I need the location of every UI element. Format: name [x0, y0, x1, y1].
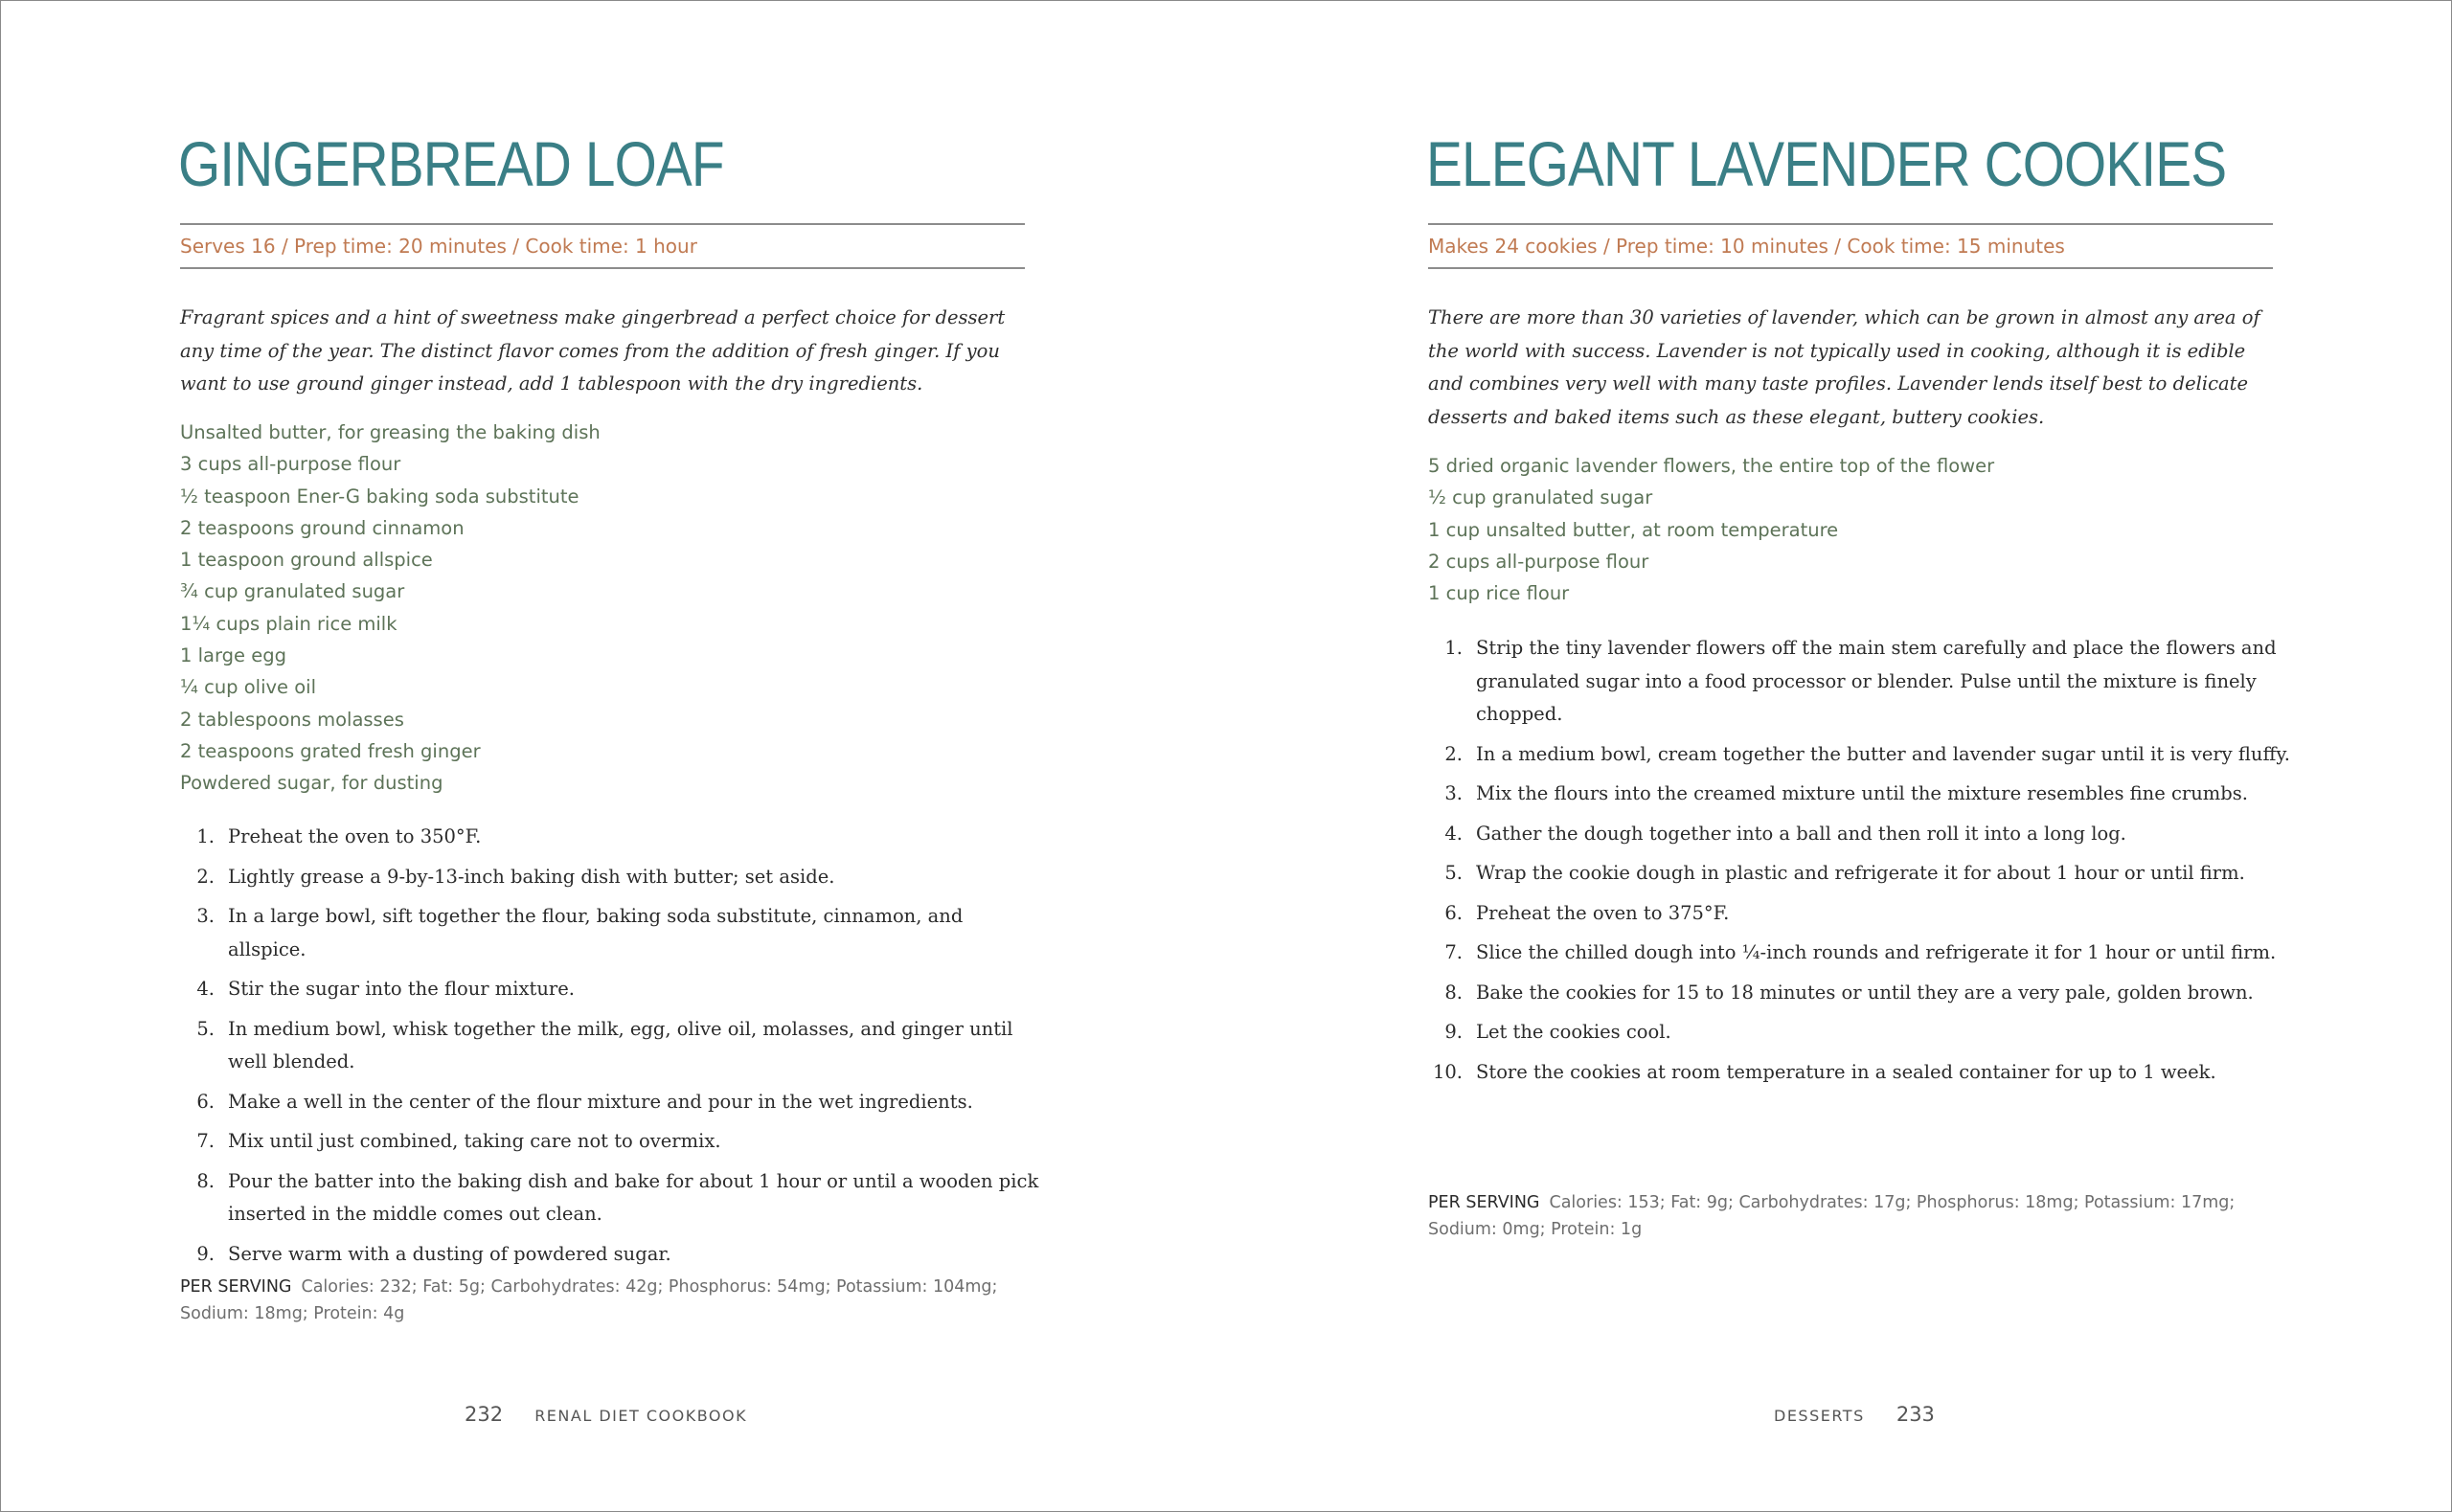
step-item	[1428, 778, 2290, 811]
step-item	[1428, 1056, 2290, 1090]
step-item	[1428, 738, 2290, 772]
ingredient-list	[1428, 450, 1994, 609]
step-text: Let the cookies cool.	[1476, 1021, 1671, 1043]
ingredient-item: 2 teaspoons ground cinnamon	[180, 516, 465, 539]
step-list	[180, 821, 1042, 1277]
step-number: 8.	[196, 1169, 215, 1192]
recipe-meta: Makes 24 cookies / Prep time: 10 minutes / Cook time: 15 minutes	[1428, 223, 2273, 269]
step-text: Slice the chilled dough into ¼-inch rounds and refrigerate it for 1 hour or until firm.	[1476, 941, 2277, 963]
step-number: 6.	[1444, 901, 1463, 924]
step-text: Gather the dough together into a ball and then roll it into a long log.	[1476, 822, 2126, 845]
step-text: Strip the tiny lavender flowers off the main stem carefully and place the flowers and granulated sugar into a food processor or blender. Pulse until the mixture is finely chopped.	[1476, 637, 2277, 725]
left-footer	[465, 1403, 747, 1426]
step-text: Wrap the cookie dough in plastic and refrigerate it for about 1 hour or until firm.	[1476, 862, 2245, 884]
step-item	[180, 821, 1042, 854]
step-text: Mix until just combined, taking care not to overmix.	[228, 1130, 721, 1152]
step-number: 1.	[196, 825, 215, 847]
step-text: Preheat the oven to 350°F.	[228, 825, 482, 847]
ingredient-item: Unsalted butter, for greasing the baking dish	[180, 421, 601, 443]
step-number: 2.	[1444, 742, 1463, 765]
step-text: In medium bowl, whisk together the milk, egg, olive oil, molasses, and ginger until well blended.	[228, 1017, 1013, 1072]
step-item	[1428, 1016, 2290, 1049]
ingredient-item: 2 teaspoons grated fresh ginger	[180, 739, 481, 762]
step-number: 4.	[196, 978, 215, 1000]
ingredient-item: ¼ cup olive oil	[180, 676, 317, 699]
nutrition-info	[1428, 1189, 2252, 1243]
step-text: Store the cookies at room temperature in a sealed container for up to 1 week.	[1476, 1060, 2216, 1083]
step-item	[1428, 818, 2290, 851]
step-item	[180, 1013, 1042, 1079]
step-item	[1428, 632, 2290, 732]
page-number: 233	[1896, 1403, 1935, 1426]
step-item	[180, 900, 1042, 966]
step-item	[1428, 937, 2290, 970]
step-text: Serve warm with a dusting of powdered sugar.	[228, 1242, 671, 1265]
step-text: Pour the batter into the baking dish and bake for about 1 hour or until a wooden pick inserted in the middle comes out clean.	[228, 1169, 1039, 1225]
nutrition-label: PER SERVING	[180, 1277, 292, 1297]
running-head: DESSERTS	[1774, 1407, 1865, 1425]
nutrition-label: PER SERVING	[1428, 1193, 1540, 1212]
recipe-title: GINGERBREAD LOAF	[178, 128, 724, 199]
step-number: 2.	[196, 865, 215, 888]
ingredient-item: 2 cups all-purpose flour	[1428, 550, 1649, 573]
right-footer	[1774, 1403, 1935, 1426]
step-number: 5.	[196, 1017, 215, 1040]
step-number: 5.	[1444, 862, 1463, 884]
step-number: 3.	[196, 905, 215, 927]
step-item	[180, 861, 1042, 894]
ingredient-list	[180, 417, 601, 800]
ingredient-item: 1 large egg	[180, 644, 286, 667]
step-number: 7.	[196, 1130, 215, 1152]
step-number: 8.	[1444, 981, 1463, 1004]
step-number: 4.	[1444, 822, 1463, 845]
ingredient-item: Powdered sugar, for dusting	[180, 772, 443, 795]
ingredient-item: ½ cup granulated sugar	[1428, 486, 1653, 509]
step-number: 9.	[196, 1242, 215, 1265]
ingredient-item: 2 tablespoons molasses	[180, 708, 404, 731]
step-item	[180, 1086, 1042, 1119]
step-text: In a medium bowl, cream together the butter and lavender sugar until it is very fluffy.	[1476, 742, 2290, 765]
ingredient-item: ¾ cup granulated sugar	[180, 580, 405, 603]
step-text: Lightly grease a 9-by-13-inch baking dish with butter; set aside.	[228, 865, 835, 888]
recipe-intro: Fragrant spices and a hint of sweetness make gingerbread a perfect choice for dessert any time of the year. The distinct flavor comes from the addition of fresh ginger. If you want to use ground ginger instead, add 1 tablespoon with the dry ingredients.	[180, 306, 1006, 395]
nutrition-values: Calories: 232; Fat: 5g; Carbohydrates: 42g; Phosphorus: 54mg; Potassium: 104mg; Sodium: 18mg; Protein: 4g	[180, 1277, 998, 1323]
recipe-intro: There are more than 30 varieties of lavender, which can be grown in almost any area of the world with success. Lavender is not typically used in cooking, although it is edible and combines very well with many taste profiles. Lavender lends itself best to delicate desserts and baked items such as these elegant, buttery cookies.	[1428, 306, 2260, 428]
step-item	[180, 1125, 1042, 1159]
nutrition-values: Calories: 153; Fat: 9g; Carbohydrates: 17g; Phosphorus: 18mg; Potassium: 17mg; Sodium: 0mg; Protein: 1g	[1428, 1193, 2236, 1239]
step-item	[180, 973, 1042, 1006]
step-number: 7.	[1444, 941, 1463, 963]
step-text: In a large bowl, sift together the flour, baking soda substitute, cinnamon, and allspice.	[228, 905, 964, 960]
step-number: 9.	[1444, 1021, 1463, 1043]
ingredient-item: 1¼ cups plain rice milk	[180, 612, 397, 635]
step-item	[1428, 857, 2290, 891]
recipe-meta: Serves 16 / Prep time: 20 minutes / Cook time: 1 hour	[180, 223, 1025, 269]
nutrition-info	[180, 1274, 1004, 1327]
step-item	[180, 1165, 1042, 1231]
step-text: Make a well in the center of the flour mixture and pour in the wet ingredients.	[228, 1090, 973, 1113]
ingredient-item: 1 cup rice flour	[1428, 582, 1570, 605]
running-head: RENAL DIET COOKBOOK	[534, 1407, 748, 1425]
ingredient-item: 1 cup unsalted butter, at room temperature	[1428, 518, 1839, 541]
step-item	[180, 1238, 1042, 1272]
step-text: Stir the sugar into the flour mixture.	[228, 978, 575, 1000]
step-list	[1428, 632, 2290, 1095]
step-number: 10.	[1432, 1060, 1463, 1083]
page-number: 232	[465, 1403, 504, 1426]
step-item	[1428, 977, 2290, 1010]
ingredient-item: ½ teaspoon Ener-G baking soda substitute	[180, 485, 579, 508]
ingredient-item: 5 dried organic lavender flowers, the entire top of the flower	[1428, 455, 1995, 477]
step-text: Mix the flours into the creamed mixture until the mixture resembles fine crumbs.	[1476, 782, 2248, 804]
recipe-title: ELEGANT LAVENDER COOKIES	[1426, 128, 2227, 199]
ingredient-item: 1 teaspoon ground allspice	[180, 549, 433, 572]
step-text: Bake the cookies for 15 to 18 minutes or until they are a very pale, golden brown.	[1476, 981, 2254, 1004]
step-item	[1428, 897, 2290, 931]
step-number: 3.	[1444, 782, 1463, 804]
step-text: Preheat the oven to 375°F.	[1476, 901, 1730, 924]
ingredient-item: 3 cups all-purpose flour	[180, 453, 401, 476]
step-number: 6.	[196, 1090, 215, 1113]
step-number: 1.	[1444, 637, 1463, 659]
